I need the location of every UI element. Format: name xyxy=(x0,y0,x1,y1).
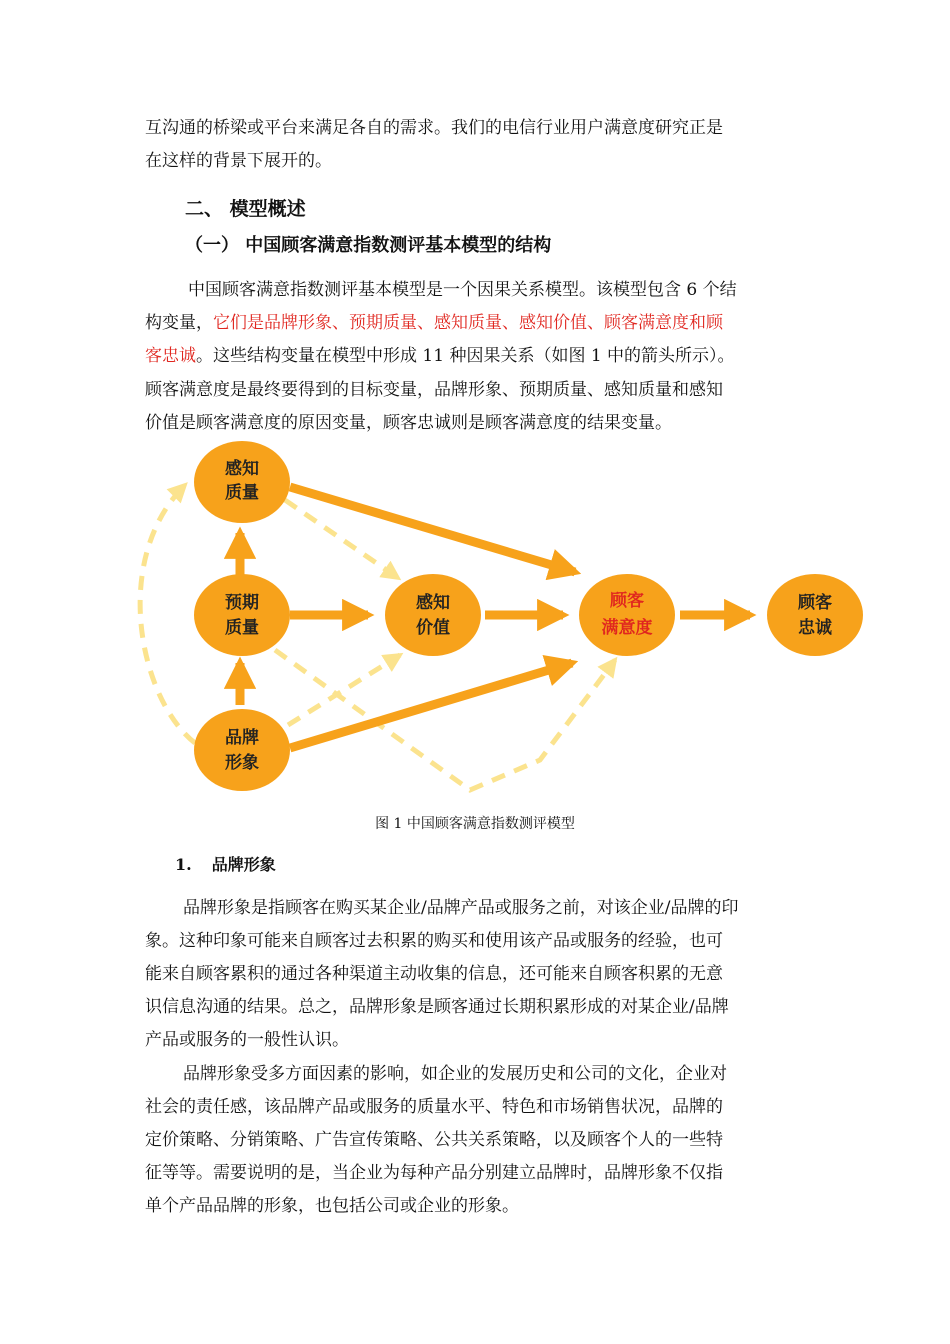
paragraph-model-text: 。这些结构变量在模型中形成 11 种因果关系（如图 1 中的箭头所示）。 xyxy=(196,346,735,366)
paragraph-brand2-line-3: 定价策略、分销策略、广告宣传策略、公共关系策略，以及顾客个人的一些特 xyxy=(145,1130,723,1150)
paragraph-model-text: 构变量， xyxy=(145,313,213,333)
node-label: 感知 xyxy=(416,593,450,613)
section-heading: 二、 模型概述 xyxy=(185,198,306,220)
node-label: 品牌 xyxy=(225,728,259,748)
node-label: 满意度 xyxy=(601,618,653,638)
paragraph-brand1-line-1: 品牌形象是指顾客在购买某企业/品牌产品或服务之前，对该企业/品牌的印 xyxy=(183,898,739,918)
paragraph-brand1-line-3: 能来自顾客累积的通过各种渠道主动收集的信息，还可能来自顾客积累的无意 xyxy=(145,964,723,984)
arrow-brand-to-satisfaction xyxy=(290,663,572,748)
node-brand-image xyxy=(194,709,290,791)
paragraph-model-highlight: 它们是品牌形象、预期质量、感知质量、感知价值、顾客满意度和顾 xyxy=(213,313,723,333)
arrow-perceived-quality-to-satisfaction xyxy=(290,487,575,572)
paragraph-model-line-5: 价值是顾客满意度的原因变量，顾客忠诚则是顾客满意度的结果变量。 xyxy=(145,413,672,433)
paragraph-brand2-line-4: 征等等。需要说明的是，当企业为每种产品分别建立品牌时，品牌形象不仅指 xyxy=(145,1163,723,1183)
figure-caption: 图 1 中国顾客满意指数测评模型 xyxy=(375,816,575,832)
item-heading xyxy=(175,852,276,875)
node-label: 顾客 xyxy=(610,591,644,611)
paragraph-brand1-line-2: 象。这种印象可能来自顾客过去积累的购买和使用该产品或服务的经验，也可 xyxy=(145,931,723,951)
node-label: 质量 xyxy=(225,618,259,638)
node-label: 感知 xyxy=(225,459,259,479)
paragraph-intro-line-2: 在这样的背景下展开的。 xyxy=(145,151,332,171)
node-label: 顾客 xyxy=(798,593,832,613)
dashed-arrow-expected-to-satisfaction xyxy=(275,650,615,790)
node-loyalty xyxy=(767,574,863,656)
item-title: 品牌形象 xyxy=(211,855,276,874)
paragraph-brand2-line-1: 品牌形象受多方面因素的影响，如企业的发展历史和公司的文化，企业对 xyxy=(183,1064,727,1084)
node-label: 预期 xyxy=(225,593,259,613)
node-label: 价值 xyxy=(416,618,450,638)
item-number: 1. xyxy=(175,855,192,874)
paragraph-model-highlight: 客忠诚 xyxy=(145,346,196,366)
node-label: 忠诚 xyxy=(798,618,832,638)
dashed-arrow-brand-to-perceived-value xyxy=(288,655,400,725)
paragraph-brand1-line-4: 识信息沟通的结果。总之，品牌形象是顾客通过长期积累形成的对某企业/品牌 xyxy=(145,997,729,1017)
paragraph-model-line-1: 中国顾客满意指数测评基本模型是一个因果关系模型。该模型包含 6 个结 xyxy=(188,280,737,300)
paragraph-brand2-line-2: 社会的责任感，该品牌产品或服务的质量水平、特色和市场销售状况，品牌的 xyxy=(145,1097,723,1117)
node-satisfaction xyxy=(579,574,675,656)
node-expected-quality xyxy=(194,574,290,656)
paragraph-model-line-4: 顾客满意度是最终要得到的目标变量，品牌形象、预期质量、感知质量和感知 xyxy=(145,380,723,400)
paragraph-brand1-line-5: 产品或服务的一般性认识。 xyxy=(145,1030,349,1050)
paragraph-intro-line-1: 互沟通的桥梁或平台来满足各自的需求。我们的电信行业用户满意度研究正是 xyxy=(145,118,723,138)
node-label: 质量 xyxy=(225,483,259,503)
subsection-heading: （一） 中国顾客满意指数测评基本模型的结构 xyxy=(185,235,552,256)
node-label: 形象 xyxy=(225,753,259,773)
node-perceived-quality xyxy=(194,441,290,523)
dashed-arrow-brand-to-perceived-quality xyxy=(140,485,195,743)
paragraph-brand2-line-5: 单个产品品牌的形象，也包括公司或企业的形象。 xyxy=(145,1196,519,1216)
node-perceived-value xyxy=(385,574,481,656)
